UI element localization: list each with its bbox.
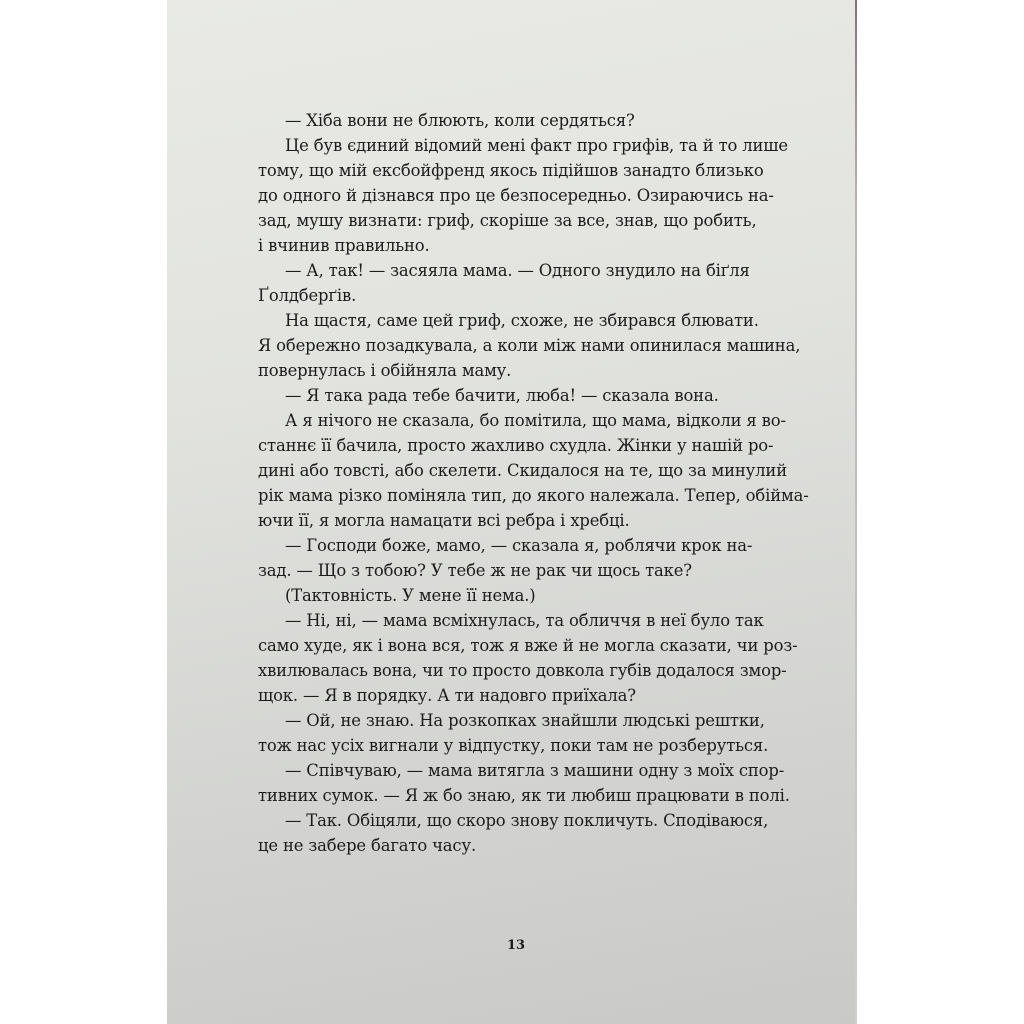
text-line: тож нас усіх вигнали у відпустку, поки там не розберуться. — [258, 736, 769, 755]
text-line: На щастя, саме цей гриф, схоже, не збирався блювати. — [285, 311, 759, 330]
text-line: до одного й дізнався про це безпосередньо. Озираючись на- — [258, 186, 774, 205]
text-line: — Я така рада тебе бачити, люба! — сказала вона. — [285, 386, 719, 405]
text-line: — Співчуваю, — мама витягла з машини одну з моїх спор- — [285, 761, 785, 780]
text-line: тому, що мій ексбойфренд якось підійшов занадто близько — [258, 161, 764, 180]
text-line: дині або товсті, або скелети. Скидалося на те, що за минулий — [258, 461, 787, 480]
text-line: — Господи боже, мамо, — сказала я, роблячи крок на- — [285, 536, 753, 555]
page-edge — [855, 0, 857, 1024]
text-line: і вчинив правильно. — [258, 236, 430, 255]
text-line: — Ні, ні, — мама всміхнулась, та обличчя в неї було так — [285, 611, 764, 630]
text-line: тивних сумок. — Я ж бо знаю, як ти любиш працювати в полі. — [258, 786, 790, 805]
book-page — [167, 0, 855, 1024]
text-line: ючи її, я могла намацати всі ребра і хребці. — [258, 511, 630, 530]
page-number: 13 — [507, 938, 526, 953]
body-text — [258, 108, 809, 858]
text-line: Це був єдиний відомий мені факт про грифів, та й то лише — [285, 136, 788, 155]
text-line: — Хіба вони не блюють, коли сердяться? — [285, 111, 635, 130]
text-line: станнє її бачила, просто жахливо схудла. Жінки у нашій ро- — [258, 436, 774, 455]
text-line: зад. — Що з тобою? У тебе ж не рак чи щось таке? — [258, 561, 692, 580]
text-line: щок. — Я в порядку. А ти надовго приїхала? — [258, 686, 636, 705]
text-line: само худе, як і вона вся, тож я вже й не могла сказати, чи роз- — [258, 636, 798, 655]
text-line: хвилювалась вона, чи то просто довкола губів додалося змор- — [258, 661, 787, 680]
text-line: зад, мушу визнати: гриф, скоріше за все, знав, що робить, — [258, 211, 757, 230]
text-line: — А, так! — засяяла мама. — Одного знудило на біґля — [285, 261, 750, 280]
text-line: Я обережно позадкувала, а коли між нами опинилася машина, — [258, 336, 801, 355]
text-line: Ґолдберґів. — [258, 286, 357, 305]
text-line: (Тактовність. У мене її нема.) — [285, 586, 536, 605]
text-line: — Ой, не знаю. На розкопках знайшли людські рештки, — [285, 711, 765, 730]
text-line: повернулась і обійняла маму. — [258, 361, 512, 380]
text-line: — Так. Обіцяли, що скоро знову покличуть. Сподіваюся, — [285, 811, 769, 830]
text-line: рік мама різко поміняла тип, до якого належала. Тепер, обійма- — [258, 486, 809, 505]
text-line: А я нічого не сказала, бо помітила, що мама, відколи я во- — [285, 411, 786, 430]
text-line: це не забере багато часу. — [258, 836, 477, 855]
